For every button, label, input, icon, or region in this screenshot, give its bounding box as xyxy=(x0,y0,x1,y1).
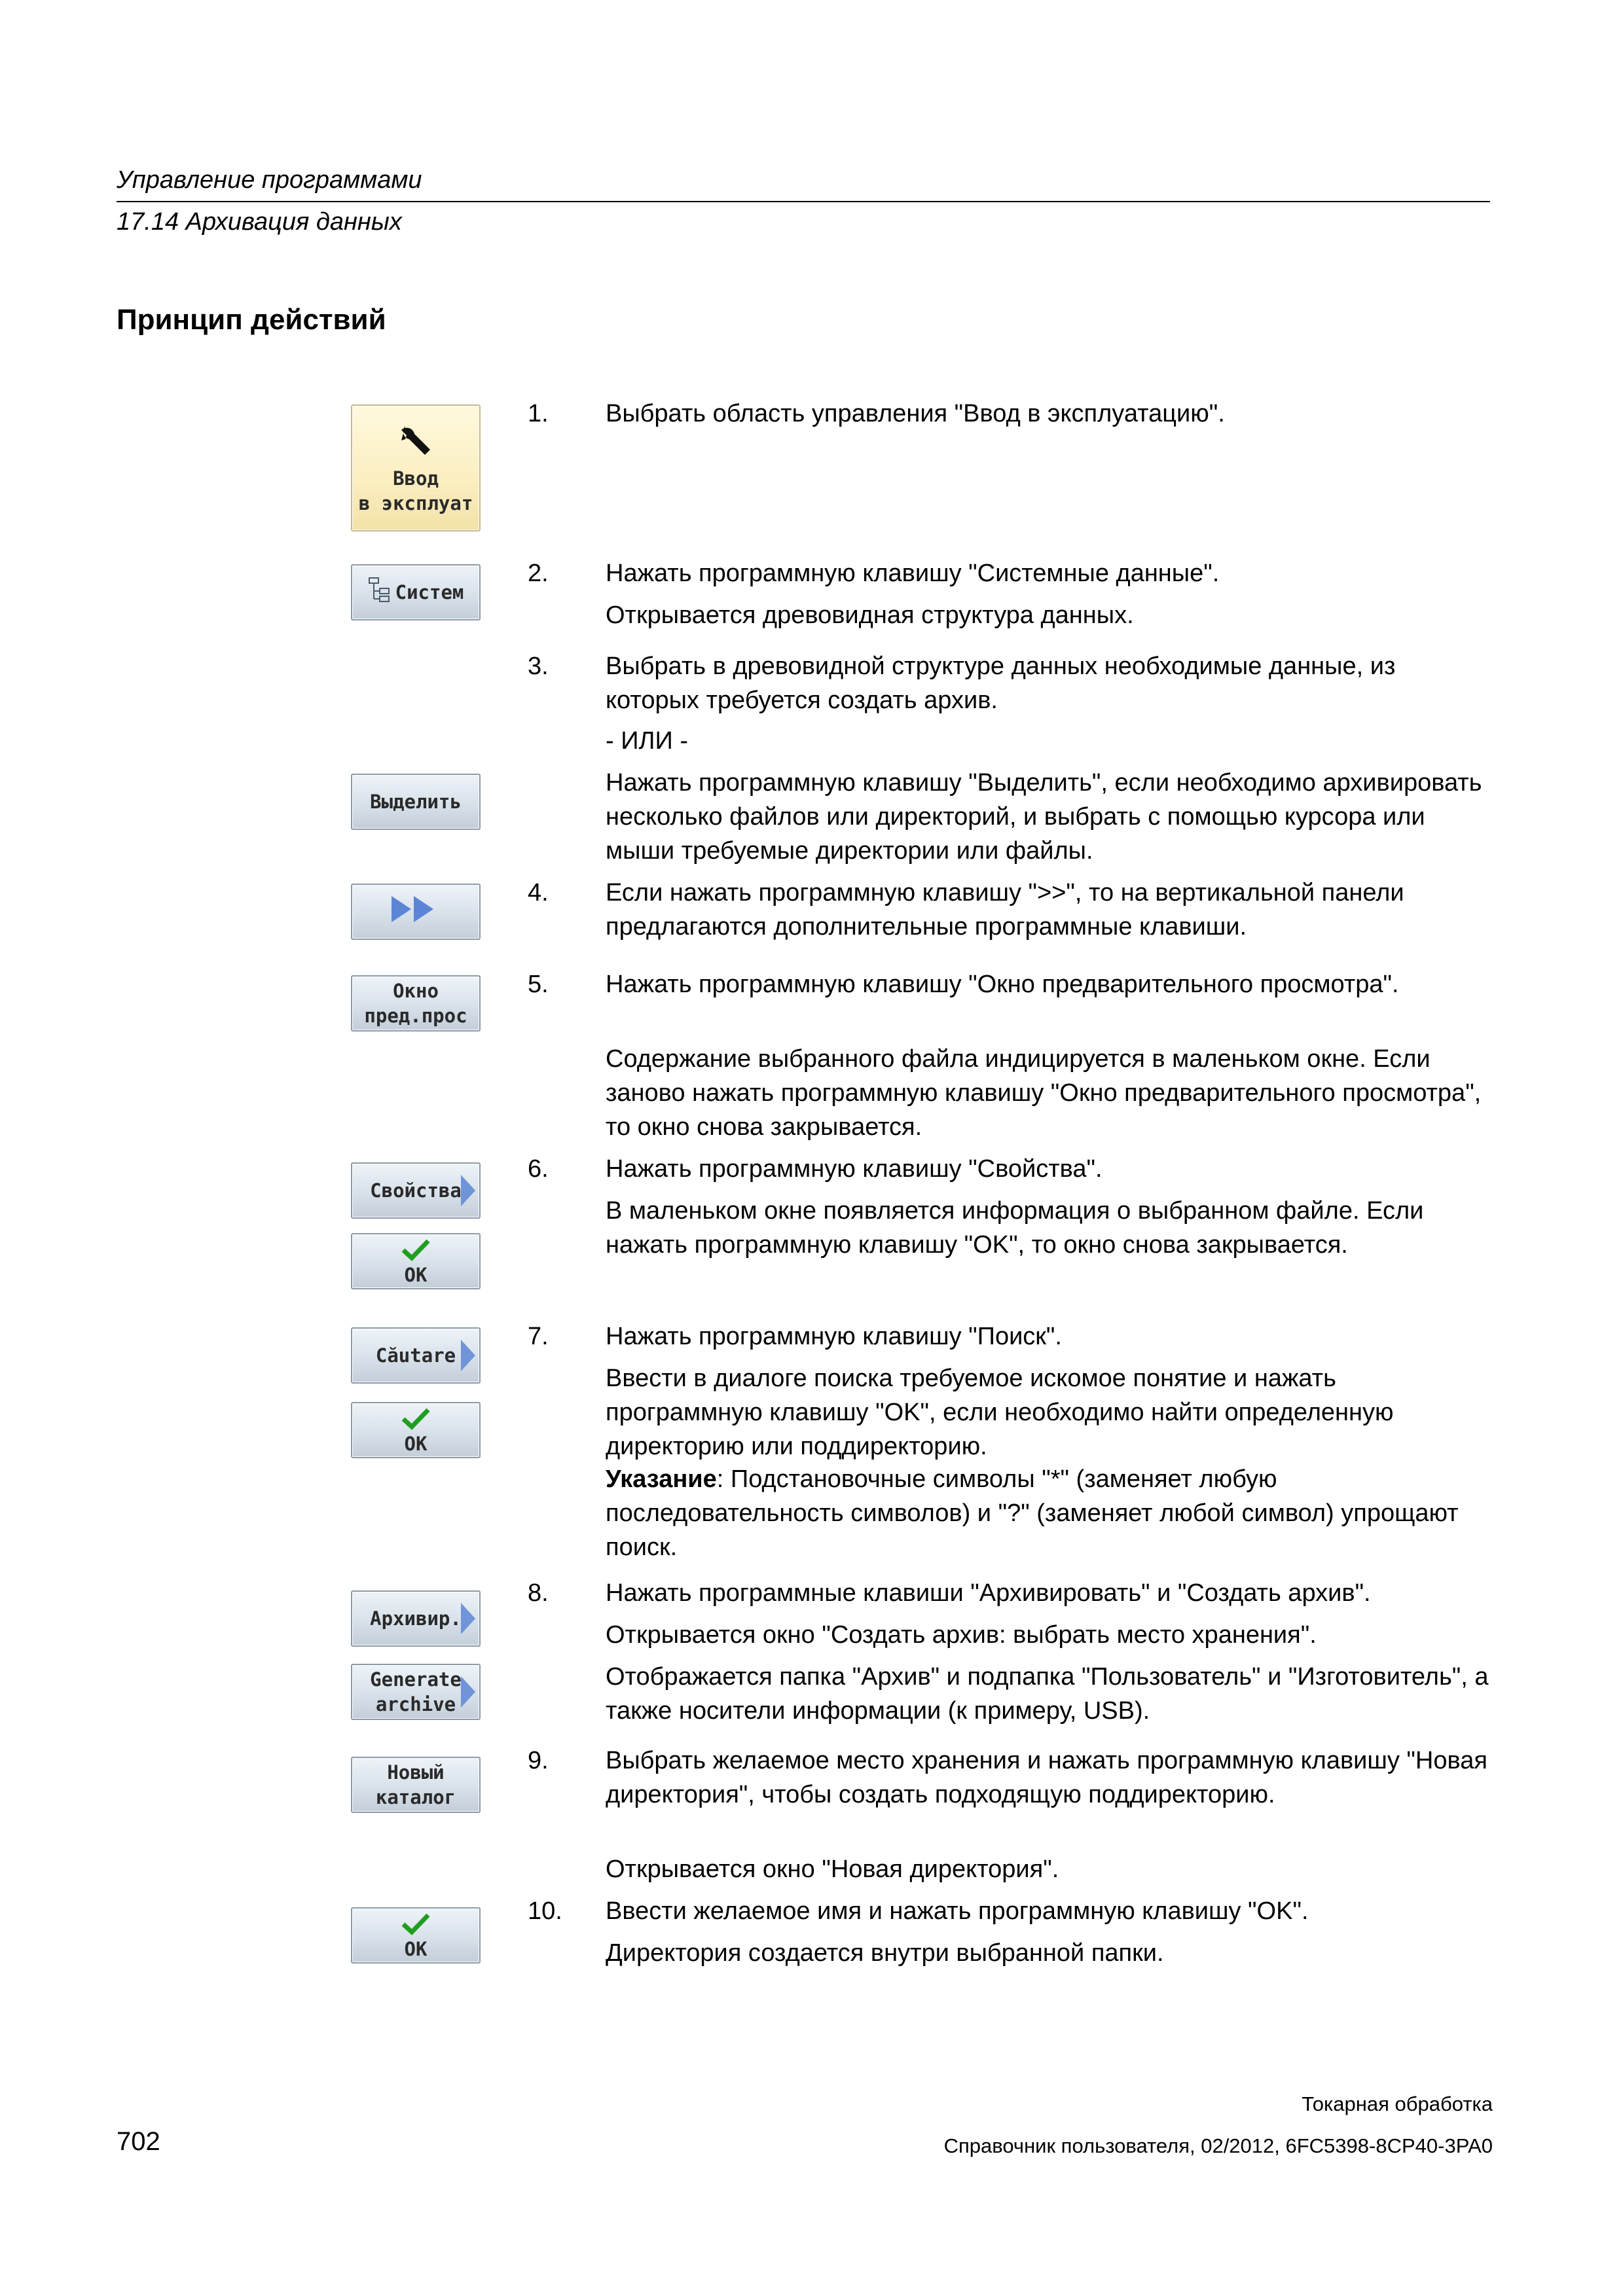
step-number: 8. xyxy=(528,1579,549,1607)
generate-label-1: Generate xyxy=(370,1668,462,1691)
page-number: 702 xyxy=(117,2127,160,2156)
header-rule xyxy=(117,201,1490,202)
checkmark-icon xyxy=(401,1912,431,1939)
more-softkey[interactable] xyxy=(351,884,481,940)
generate-archive-softkey[interactable] xyxy=(351,1664,481,1720)
search-label: Căutare xyxy=(375,1344,456,1367)
arrow-right-icon xyxy=(461,1175,475,1206)
generate-label-2: archive xyxy=(375,1693,456,1715)
new-directory-softkey[interactable] xyxy=(351,1757,481,1813)
select-label: Выделить xyxy=(370,791,462,813)
note-body: : Подстановочные символы "*" (заменяет любую последовательность символов) и "?" (заменяет любой символ) упрощают поиск. xyxy=(606,1465,1459,1561)
step-text: Выбрать в древовидной структуре данных необходимые данные, из которых требуется создать архив. xyxy=(606,653,1396,714)
ok-label-3: OK xyxy=(404,1937,428,1960)
ok-softkey-3[interactable] xyxy=(351,1907,481,1964)
arrow-right-icon xyxy=(461,1676,475,1708)
properties-label: Свойства xyxy=(370,1179,462,1202)
arrow-right-icon xyxy=(461,1603,475,1634)
step-text: Нажать программную клавишу "Окно предварительного просмотра". xyxy=(606,971,1399,998)
page-title: Принцип действий xyxy=(117,304,386,336)
note-label: Указание xyxy=(606,1465,717,1493)
step-text: Нажать программную клавишу "Поиск". xyxy=(606,1323,1062,1350)
arrow-right-icon xyxy=(461,1340,475,1371)
preview-softkey[interactable] xyxy=(351,975,481,1031)
step-subtext: Отображается папка "Архив" и подпапка "Пользователь" и "Изготовитель", а также носители информации (к примеру, USB). xyxy=(606,1663,1489,1725)
double-arrow-icon xyxy=(386,889,445,935)
checkmark-icon xyxy=(401,1407,431,1434)
commissioning-label-1: Ввод xyxy=(393,467,439,490)
commissioning-softkey[interactable] xyxy=(351,404,481,531)
chapter-title: Управление программами xyxy=(117,166,422,194)
step-subtext: В маленьком окне появляется информация о выбранном файле. Если нажать программную клавишу "OK", то окно снова закрывается. xyxy=(606,1197,1424,1259)
step-number: 9. xyxy=(528,1747,549,1774)
tree-icon xyxy=(368,577,392,609)
step-text: Нажать программную клавишу "Системные данные". xyxy=(606,560,1220,587)
ok-softkey-2[interactable] xyxy=(351,1402,481,1458)
checkmark-icon xyxy=(401,1238,431,1265)
ok-label-2: OK xyxy=(404,1432,428,1455)
archive-softkey[interactable] xyxy=(351,1590,481,1647)
step-text: Выбрать желаемое место хранения и нажать программную клавишу "Новая директория", чтобы создать подходящую поддиректорию. xyxy=(606,1747,1487,1808)
step-subtext: Ввести в диалоге поиска требуемое искомое понятие и нажать программную клавишу "OK", если необходимо найти определенную директорию или поддиректорию. xyxy=(606,1365,1394,1460)
step-text: Выбрать область управления "Ввод в эксплуатацию". xyxy=(606,400,1225,427)
newdir-label-1: Новый xyxy=(387,1761,445,1784)
step-number: 7. xyxy=(528,1323,549,1350)
ok-label-1: OK xyxy=(404,1263,428,1286)
newdir-label-2: каталог xyxy=(375,1786,456,1808)
step-subtext: - ИЛИ - xyxy=(606,727,688,755)
step-text: Ввести желаемое имя и нажать программную клавишу "OK". xyxy=(606,1897,1309,1925)
step-number: 10. xyxy=(528,1897,562,1925)
footer-manual: Справочник пользователя, 02/2012, 6FC5398-8CP40-3PA0 xyxy=(943,2134,1493,2157)
step-subtext: Открывается окно "Создать архив: выбрать место хранения". xyxy=(606,1621,1317,1649)
note-text xyxy=(606,1462,1493,1564)
search-softkey[interactable] xyxy=(351,1327,481,1384)
system-label: Систем xyxy=(395,581,464,603)
step-subtext: Нажать программную клавишу "Выделить", если необходимо архивировать несколько файлов или директорий, и выбрать с помощью курсора или мыши требуемые директории или файлы. xyxy=(606,769,1482,865)
section-title: 17.14 Архивация данных xyxy=(117,208,402,236)
system-data-softkey[interactable] xyxy=(351,564,481,620)
ok-softkey-1[interactable] xyxy=(351,1233,481,1289)
step-subtext: Открывается окно "Новая директория". xyxy=(606,1856,1059,1883)
step-number: 2. xyxy=(528,560,549,587)
select-softkey[interactable] xyxy=(351,774,481,830)
footer-product: Токарная обработка xyxy=(1302,2092,1493,2115)
step-number: 5. xyxy=(528,971,549,998)
archive-label: Архивир. xyxy=(370,1607,462,1630)
step-number: 1. xyxy=(528,400,549,427)
commissioning-label-2: в эксплуат xyxy=(358,492,473,514)
wrench-icon xyxy=(396,421,435,466)
step-subtext: Директория создается внутри выбранной папки. xyxy=(606,1939,1164,1967)
properties-softkey[interactable] xyxy=(351,1162,481,1219)
step-number: 6. xyxy=(528,1155,549,1183)
preview-label-1: Окно xyxy=(393,980,439,1002)
step-subtext: Содержание выбранного файла индицируется в маленьком окне. Если заново нажать программную клавишу "Окно предварительного просмотра", то окно снова закрывается. xyxy=(606,1045,1482,1141)
step-subtext: Открывается древовидная структура данных. xyxy=(606,601,1134,629)
step-number: 4. xyxy=(528,879,549,906)
preview-label-2: пред.прос xyxy=(364,1005,467,1027)
step-text: Нажать программную клавишу "Свойства". xyxy=(606,1155,1103,1183)
step-text: Нажать программные клавиши "Архивировать" и "Создать архив". xyxy=(606,1579,1371,1607)
step-number: 3. xyxy=(528,653,549,680)
step-text: Если нажать программную клавишу ">>", то на вертикальной панели предлагаются дополнительные программные клавиши. xyxy=(606,879,1404,941)
